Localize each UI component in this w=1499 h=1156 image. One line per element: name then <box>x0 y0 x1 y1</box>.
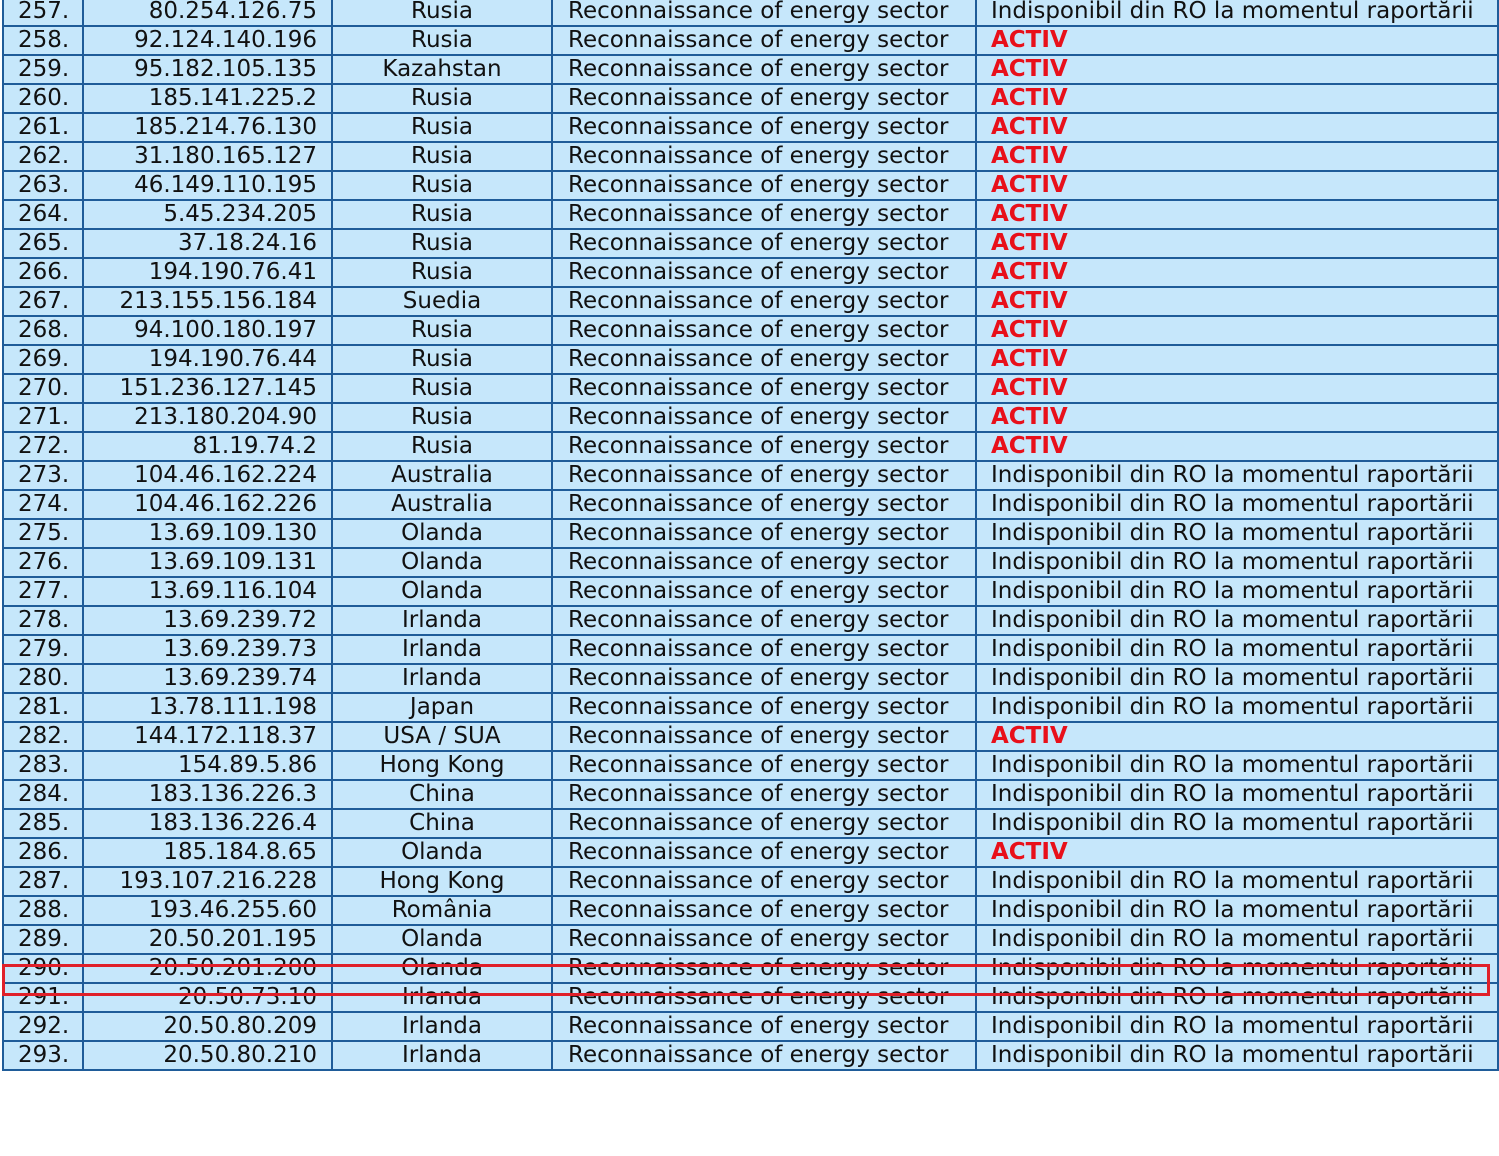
table-row <box>3 606 1498 635</box>
ip-address-cell: 20.50.80.210 <box>83 1041 332 1070</box>
table-row <box>3 983 1498 1012</box>
country-cell: Rusia <box>332 229 552 258</box>
table-row <box>3 577 1498 606</box>
status-cell: ACTIV <box>976 432 1498 461</box>
status-cell: ACTIV <box>976 113 1498 142</box>
table-row <box>3 809 1498 838</box>
country-cell: Rusia <box>332 200 552 229</box>
status-cell: Indisponibil din RO la momentul raportării <box>976 693 1498 722</box>
description-cell: Reconnaissance of energy sector <box>552 403 976 432</box>
country-cell: China <box>332 809 552 838</box>
status-cell: Indisponibil din RO la momentul raportării <box>976 751 1498 780</box>
description-cell: Reconnaissance of energy sector <box>552 751 976 780</box>
status-cell: ACTIV <box>976 403 1498 432</box>
status-cell: ACTIV <box>976 55 1498 84</box>
table-row <box>3 635 1498 664</box>
table-row <box>3 26 1498 55</box>
ip-address-cell: 183.136.226.4 <box>83 809 332 838</box>
description-cell: Reconnaissance of energy sector <box>552 722 976 751</box>
country-cell: Hong Kong <box>332 751 552 780</box>
country-cell: România <box>332 896 552 925</box>
country-cell: Olanda <box>332 519 552 548</box>
row-number-cell: 272. <box>3 432 83 461</box>
row-number-cell: 277. <box>3 577 83 606</box>
status-cell: ACTIV <box>976 171 1498 200</box>
row-number-cell: 265. <box>3 229 83 258</box>
row-number-cell: 263. <box>3 171 83 200</box>
description-cell: Reconnaissance of energy sector <box>552 780 976 809</box>
description-cell: Reconnaissance of energy sector <box>552 258 976 287</box>
table-row <box>3 925 1498 954</box>
ip-address-cell: 185.214.76.130 <box>83 113 332 142</box>
row-number-cell: 293. <box>3 1041 83 1070</box>
description-cell: Reconnaissance of energy sector <box>552 606 976 635</box>
country-cell: Irlanda <box>332 1041 552 1070</box>
country-cell: Olanda <box>332 838 552 867</box>
country-cell: Olanda <box>332 925 552 954</box>
row-number-cell: 258. <box>3 26 83 55</box>
table-row <box>3 780 1498 809</box>
table-row <box>3 113 1498 142</box>
table-row <box>3 838 1498 867</box>
description-cell: Reconnaissance of energy sector <box>552 345 976 374</box>
table-row <box>3 519 1498 548</box>
country-cell: Rusia <box>332 113 552 142</box>
description-cell: Reconnaissance of energy sector <box>552 867 976 896</box>
country-cell: Rusia <box>332 374 552 403</box>
country-cell: Australia <box>332 461 552 490</box>
country-cell: Irlanda <box>332 664 552 693</box>
row-number-cell: 260. <box>3 84 83 113</box>
ip-address-cell: 20.50.201.195 <box>83 925 332 954</box>
country-cell: Kazahstan <box>332 55 552 84</box>
table-row <box>3 229 1498 258</box>
row-number-cell: 283. <box>3 751 83 780</box>
status-cell: Indisponibil din RO la momentul raportării <box>976 1041 1498 1070</box>
status-cell: Indisponibil din RO la momentul raportării <box>976 954 1498 983</box>
ip-address-cell: 13.69.109.131 <box>83 548 332 577</box>
description-cell: Reconnaissance of energy sector <box>552 1012 976 1041</box>
table-row <box>3 693 1498 722</box>
table-row <box>3 287 1498 316</box>
table-row <box>3 403 1498 432</box>
status-cell: Indisponibil din RO la momentul raportării <box>976 0 1498 26</box>
country-cell: Rusia <box>332 316 552 345</box>
status-cell: ACTIV <box>976 345 1498 374</box>
ip-address-cell: 185.184.8.65 <box>83 838 332 867</box>
description-cell: Reconnaissance of energy sector <box>552 548 976 577</box>
description-cell: Reconnaissance of energy sector <box>552 809 976 838</box>
status-cell: ACTIV <box>976 200 1498 229</box>
status-cell: Indisponibil din RO la momentul raportării <box>976 548 1498 577</box>
status-cell: ACTIV <box>976 229 1498 258</box>
country-cell: Rusia <box>332 258 552 287</box>
description-cell: Reconnaissance of energy sector <box>552 113 976 142</box>
row-number-cell: 275. <box>3 519 83 548</box>
ip-address-cell: 151.236.127.145 <box>83 374 332 403</box>
country-cell: Irlanda <box>332 1012 552 1041</box>
table-row <box>3 896 1498 925</box>
description-cell: Reconnaissance of energy sector <box>552 200 976 229</box>
row-number-cell: 286. <box>3 838 83 867</box>
ip-address-cell: 104.46.162.226 <box>83 490 332 519</box>
row-number-cell: 266. <box>3 258 83 287</box>
status-cell: Indisponibil din RO la momentul raportării <box>976 780 1498 809</box>
description-cell: Reconnaissance of energy sector <box>552 664 976 693</box>
country-cell: Australia <box>332 490 552 519</box>
description-cell: Reconnaissance of energy sector <box>552 954 976 983</box>
status-cell: ACTIV <box>976 258 1498 287</box>
ip-address-cell: 13.69.239.72 <box>83 606 332 635</box>
table-row <box>3 345 1498 374</box>
description-cell: Reconnaissance of energy sector <box>552 55 976 84</box>
ip-address-cell: 183.136.226.3 <box>83 780 332 809</box>
ip-address-cell: 13.69.109.130 <box>83 519 332 548</box>
row-number-cell: 269. <box>3 345 83 374</box>
row-number-cell: 274. <box>3 490 83 519</box>
row-number-cell: 282. <box>3 722 83 751</box>
status-cell: ACTIV <box>976 374 1498 403</box>
country-cell: Olanda <box>332 577 552 606</box>
ip-address-cell: 13.69.239.74 <box>83 664 332 693</box>
ip-address-cell: 144.172.118.37 <box>83 722 332 751</box>
country-cell: Irlanda <box>332 983 552 1012</box>
ip-address-cell: 31.180.165.127 <box>83 142 332 171</box>
ip-address-cell: 20.50.80.209 <box>83 1012 332 1041</box>
status-cell: Indisponibil din RO la momentul raportării <box>976 461 1498 490</box>
status-cell: ACTIV <box>976 84 1498 113</box>
table-row <box>3 316 1498 345</box>
status-cell: Indisponibil din RO la momentul raportării <box>976 867 1498 896</box>
table-row <box>3 142 1498 171</box>
ip-address-cell: 213.155.156.184 <box>83 287 332 316</box>
row-number-cell: 268. <box>3 316 83 345</box>
ip-address-cell: 194.190.76.44 <box>83 345 332 374</box>
description-cell: Reconnaissance of energy sector <box>552 577 976 606</box>
country-cell: Irlanda <box>332 606 552 635</box>
description-cell: Reconnaissance of energy sector <box>552 490 976 519</box>
row-number-cell: 259. <box>3 55 83 84</box>
row-number-cell: 281. <box>3 693 83 722</box>
ip-address-cell: 37.18.24.16 <box>83 229 332 258</box>
row-number-cell: 279. <box>3 635 83 664</box>
table-row <box>3 461 1498 490</box>
table-row <box>3 1012 1498 1041</box>
ip-address-cell: 5.45.234.205 <box>83 200 332 229</box>
table-row <box>3 84 1498 113</box>
row-number-cell: 261. <box>3 113 83 142</box>
table-row <box>3 0 1498 26</box>
country-cell: Rusia <box>332 403 552 432</box>
row-number-cell: 270. <box>3 374 83 403</box>
ip-address-cell: 80.254.126.75 <box>83 0 332 26</box>
description-cell: Reconnaissance of energy sector <box>552 432 976 461</box>
table-row <box>3 722 1498 751</box>
description-cell: Reconnaissance of energy sector <box>552 983 976 1012</box>
row-number-cell: 264. <box>3 200 83 229</box>
row-number-cell: 287. <box>3 867 83 896</box>
ip-address-cell: 154.89.5.86 <box>83 751 332 780</box>
table-row <box>3 867 1498 896</box>
row-number-cell: 289. <box>3 925 83 954</box>
ip-address-cell: 46.149.110.195 <box>83 171 332 200</box>
status-cell: Indisponibil din RO la momentul raportării <box>976 896 1498 925</box>
ip-address-cell: 81.19.74.2 <box>83 432 332 461</box>
status-cell: ACTIV <box>976 838 1498 867</box>
status-cell: Indisponibil din RO la momentul raportării <box>976 577 1498 606</box>
description-cell: Reconnaissance of energy sector <box>552 1041 976 1070</box>
table-row <box>3 548 1498 577</box>
table-row <box>3 171 1498 200</box>
status-cell: Indisponibil din RO la momentul raportării <box>976 809 1498 838</box>
country-cell: Rusia <box>332 345 552 374</box>
table-row <box>3 1041 1498 1070</box>
table-row <box>3 258 1498 287</box>
country-cell: Hong Kong <box>332 867 552 896</box>
ip-address-cell: 95.182.105.135 <box>83 55 332 84</box>
country-cell: Irlanda <box>332 635 552 664</box>
row-number-cell: 288. <box>3 896 83 925</box>
description-cell: Reconnaissance of energy sector <box>552 84 976 113</box>
country-cell: Rusia <box>332 432 552 461</box>
table-row <box>3 751 1498 780</box>
country-cell: USA / SUA <box>332 722 552 751</box>
row-number-cell: 285. <box>3 809 83 838</box>
table-row <box>3 55 1498 84</box>
country-cell: Rusia <box>332 171 552 200</box>
status-cell: ACTIV <box>976 26 1498 55</box>
description-cell: Reconnaissance of energy sector <box>552 287 976 316</box>
ip-address-cell: 193.46.255.60 <box>83 896 332 925</box>
ip-address-cell: 13.78.111.198 <box>83 693 332 722</box>
description-cell: Reconnaissance of energy sector <box>552 142 976 171</box>
country-cell: Rusia <box>332 84 552 113</box>
description-cell: Reconnaissance of energy sector <box>552 925 976 954</box>
ip-address-cell: 194.190.76.41 <box>83 258 332 287</box>
row-number-cell: 280. <box>3 664 83 693</box>
row-number-cell: 257. <box>3 0 83 26</box>
country-cell: China <box>332 780 552 809</box>
ip-address-cell: 185.141.225.2 <box>83 84 332 113</box>
status-cell: ACTIV <box>976 287 1498 316</box>
status-cell: Indisponibil din RO la momentul raportării <box>976 635 1498 664</box>
table-row <box>3 374 1498 403</box>
country-cell: Suedia <box>332 287 552 316</box>
description-cell: Reconnaissance of energy sector <box>552 519 976 548</box>
status-cell: Indisponibil din RO la momentul raportării <box>976 1012 1498 1041</box>
row-number-cell: 273. <box>3 461 83 490</box>
status-cell: Indisponibil din RO la momentul raportării <box>976 664 1498 693</box>
country-cell: Rusia <box>332 0 552 26</box>
ip-address-cell: 213.180.204.90 <box>83 403 332 432</box>
description-cell: Reconnaissance of energy sector <box>552 461 976 490</box>
ip-address-cell: 104.46.162.224 <box>83 461 332 490</box>
ip-address-cell: 20.50.73.10 <box>83 983 332 1012</box>
description-cell: Reconnaissance of energy sector <box>552 693 976 722</box>
ip-address-cell: 20.50.201.200 <box>83 954 332 983</box>
row-number-cell: 262. <box>3 142 83 171</box>
status-cell: ACTIV <box>976 142 1498 171</box>
table-row <box>3 490 1498 519</box>
ip-table-body <box>3 0 1498 1070</box>
row-number-cell: 284. <box>3 780 83 809</box>
row-number-cell: 271. <box>3 403 83 432</box>
ip-table <box>2 0 1499 1071</box>
country-cell: Olanda <box>332 954 552 983</box>
row-number-cell: 278. <box>3 606 83 635</box>
description-cell: Reconnaissance of energy sector <box>552 0 976 26</box>
ip-address-cell: 94.100.180.197 <box>83 316 332 345</box>
table-row <box>3 664 1498 693</box>
status-cell: Indisponibil din RO la momentul raportării <box>976 490 1498 519</box>
country-cell: Olanda <box>332 548 552 577</box>
status-cell: Indisponibil din RO la momentul raportării <box>976 606 1498 635</box>
status-cell: ACTIV <box>976 316 1498 345</box>
description-cell: Reconnaissance of energy sector <box>552 26 976 55</box>
country-cell: Japan <box>332 693 552 722</box>
description-cell: Reconnaissance of energy sector <box>552 171 976 200</box>
status-cell: Indisponibil din RO la momentul raportării <box>976 925 1498 954</box>
row-number-cell: 290. <box>3 954 83 983</box>
row-number-cell: 292. <box>3 1012 83 1041</box>
ip-address-cell: 193.107.216.228 <box>83 867 332 896</box>
country-cell: Rusia <box>332 26 552 55</box>
row-number-cell: 276. <box>3 548 83 577</box>
status-cell: Indisponibil din RO la momentul raportării <box>976 983 1498 1012</box>
ip-address-cell: 13.69.239.73 <box>83 635 332 664</box>
status-cell: ACTIV <box>976 722 1498 751</box>
table-row <box>3 954 1498 983</box>
row-number-cell: 291. <box>3 983 83 1012</box>
country-cell: Rusia <box>332 142 552 171</box>
row-number-cell: 267. <box>3 287 83 316</box>
description-cell: Reconnaissance of energy sector <box>552 374 976 403</box>
description-cell: Reconnaissance of energy sector <box>552 838 976 867</box>
table-row <box>3 432 1498 461</box>
description-cell: Reconnaissance of energy sector <box>552 229 976 258</box>
description-cell: Reconnaissance of energy sector <box>552 896 976 925</box>
table-row <box>3 200 1498 229</box>
status-cell: Indisponibil din RO la momentul raportării <box>976 519 1498 548</box>
ip-address-cell: 13.69.116.104 <box>83 577 332 606</box>
ip-address-cell: 92.124.140.196 <box>83 26 332 55</box>
description-cell: Reconnaissance of energy sector <box>552 316 976 345</box>
description-cell: Reconnaissance of energy sector <box>552 635 976 664</box>
